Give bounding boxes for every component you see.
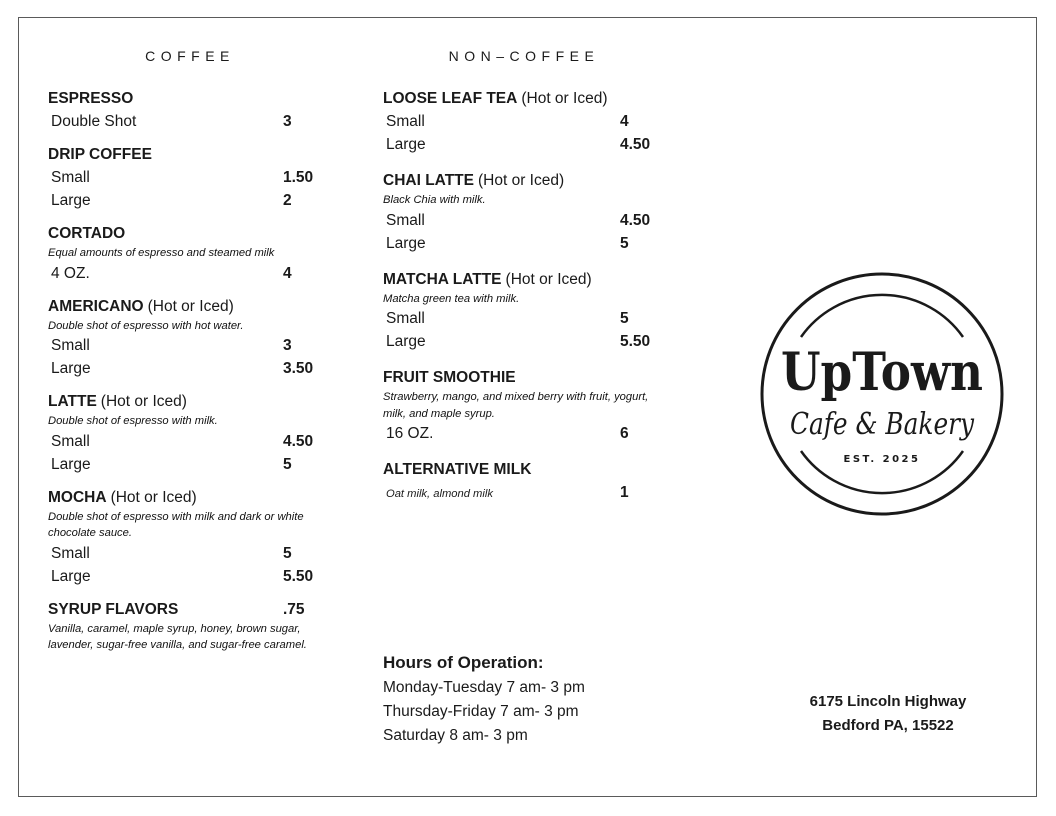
section-heading	[48, 144, 338, 166]
section-description: Vanilla, caramel, maple syrup, honey, brown sugar, lavender, sugar-free vanilla, and sugar-free caramel.	[48, 622, 307, 651]
menu-item	[48, 430, 338, 453]
section-price: .75	[283, 600, 305, 618]
item-label: Large	[386, 234, 426, 252]
item-label: Large	[51, 567, 91, 585]
menu-item	[48, 166, 338, 189]
menu-item	[383, 232, 678, 255]
section-description: Equal amounts of espresso and steamed milk	[48, 247, 275, 259]
menu-section-loose-leaf-tea	[383, 88, 678, 156]
non-coffee-column	[383, 88, 678, 520]
item-price: 2	[283, 192, 292, 209]
menu-item	[48, 542, 338, 565]
section-heading	[383, 367, 678, 389]
menu-item	[383, 330, 678, 353]
hours-line: Monday-Tuesday 7 am- 3 pm	[383, 679, 585, 696]
menu-section-drip-coffee	[48, 144, 338, 212]
item-price: 1.50	[283, 169, 314, 186]
section-heading	[383, 170, 678, 192]
section-name: CHAI LATTE	[383, 172, 474, 189]
item-price: 4.50	[620, 136, 651, 153]
menu-section-latte	[48, 391, 338, 476]
item-price: 5	[620, 310, 629, 327]
item-label: 4 OZ.	[51, 264, 90, 282]
uptown-logo	[758, 270, 1006, 518]
item-price: 4.50	[620, 211, 651, 229]
menu-item	[383, 209, 678, 232]
menu-item	[383, 422, 678, 445]
menu-item	[383, 481, 678, 506]
item-label: 16 OZ.	[386, 425, 434, 442]
menu-section-alternative-milk	[383, 459, 678, 506]
logo-wordmark: UpTown	[781, 342, 983, 403]
item-price: 4	[283, 264, 292, 282]
hours-title: Hours of Operation:	[383, 653, 544, 672]
menu-section-cortado	[48, 223, 338, 285]
section-name: LATTE	[48, 393, 97, 410]
section-description: Double shot of espresso with milk.	[48, 415, 218, 427]
menu-section-syrup-flavors	[48, 599, 338, 654]
section-suffix: (Hot or Iced)	[477, 172, 565, 189]
hours-of-operation	[383, 650, 585, 748]
address-line2: Bedford PA, 15522	[822, 717, 954, 734]
section-heading	[48, 599, 338, 621]
item-price: 4	[620, 113, 629, 130]
coffee-column	[48, 88, 338, 665]
item-price: 3.50	[283, 360, 314, 377]
item-price: 3	[283, 337, 292, 354]
section-description: Matcha green tea with milk.	[383, 292, 520, 305]
hours-line: Thursday-Friday 7 am- 3 pm	[383, 703, 579, 720]
section-suffix: (Hot or Iced)	[147, 297, 234, 315]
menu-item	[383, 110, 678, 133]
item-label: Small	[51, 337, 90, 354]
section-heading	[383, 269, 678, 291]
menu-section-fruit-smoothie	[383, 367, 678, 445]
item-price: 3	[283, 113, 292, 130]
menu-section-chai-latte	[383, 170, 678, 255]
item-label: Large	[386, 333, 426, 350]
item-price: 5.50	[283, 567, 314, 585]
section-name: DRIP COFFEE	[48, 146, 152, 163]
logo-inner-circle-top-arc	[801, 295, 963, 337]
section-name: MOCHA	[48, 488, 107, 506]
item-price: 5	[283, 544, 292, 562]
section-name: ALTERNATIVE MILK	[383, 461, 532, 478]
menu-section-mocha	[48, 487, 338, 588]
menu-section-americano	[48, 296, 338, 381]
section-suffix: (Hot or Iced)	[505, 270, 592, 288]
menu-item	[383, 133, 678, 156]
item-label: Double Shot	[51, 113, 137, 130]
section-suffix: (Hot or Iced)	[110, 488, 197, 506]
section-name: CORTADO	[48, 225, 126, 242]
item-label: Large	[51, 455, 91, 473]
section-suffix: (Hot or Iced)	[521, 90, 608, 107]
section-heading	[48, 223, 338, 245]
section-heading	[383, 459, 678, 481]
section-name: LOOSE LEAF TEA	[383, 90, 518, 107]
item-price: 4.50	[283, 432, 314, 450]
section-suffix: (Hot or Iced)	[100, 393, 187, 410]
menu-item	[48, 334, 338, 357]
section-name: SYRUP FLAVORS	[48, 600, 179, 618]
item-label: Large	[386, 136, 426, 153]
menu-section-matcha-latte	[383, 269, 678, 354]
item-price: 5	[283, 455, 292, 473]
section-description: Black Chia with milk.	[383, 194, 486, 206]
address-block	[788, 690, 988, 738]
logo-established: EST. 2025	[843, 454, 921, 465]
item-label: Small	[386, 310, 425, 327]
item-price: 6	[620, 425, 629, 442]
section-description: Double shot of espresso with milk and dark or white chocolate sauce.	[48, 510, 304, 539]
item-label: Oat milk, almond milk	[386, 488, 493, 500]
item-price: 1	[620, 484, 629, 501]
menu-item	[383, 307, 678, 330]
section-name: AMERICANO	[48, 297, 144, 315]
address-line1: 6175 Lincoln Highway	[809, 693, 967, 710]
item-label: Small	[51, 169, 90, 186]
menu-item	[48, 262, 338, 285]
menu-item	[48, 565, 338, 588]
section-name: MATCHA LATTE	[383, 270, 502, 288]
section-name: FRUIT SMOOTHIE	[383, 369, 516, 386]
item-label: Small	[386, 211, 425, 229]
item-label: Large	[51, 360, 91, 377]
section-heading	[383, 88, 678, 110]
section-description: Strawberry, mango, and mixed berry with fruit, yogurt, milk, and maple syrup.	[383, 391, 649, 420]
menu-item	[48, 357, 338, 380]
section-heading	[48, 88, 338, 110]
section-heading	[48, 296, 338, 318]
item-label: Large	[51, 192, 91, 209]
section-heading	[48, 391, 338, 413]
menu-item	[48, 110, 338, 133]
section-name: ESPRESSO	[48, 90, 134, 107]
menu-section-espresso	[48, 88, 338, 133]
logo-subtitle: Cafe & Bakery	[790, 407, 975, 442]
section-heading	[48, 487, 338, 509]
section-description: Double shot of espresso with hot water.	[48, 319, 244, 332]
item-label: Small	[51, 432, 90, 450]
non-coffee-column-header: NON–COFFEE	[448, 48, 600, 64]
item-label: Small	[51, 544, 90, 562]
item-label: Small	[386, 113, 425, 130]
coffee-column-header: COFFEE	[145, 48, 235, 64]
uptown-logo-graphic	[758, 270, 1006, 518]
item-price: 5.50	[620, 333, 651, 350]
item-price: 5	[620, 234, 629, 252]
hours-line: Saturday 8 am- 3 pm	[383, 727, 528, 744]
menu-item	[48, 189, 338, 212]
menu-item	[48, 453, 338, 476]
